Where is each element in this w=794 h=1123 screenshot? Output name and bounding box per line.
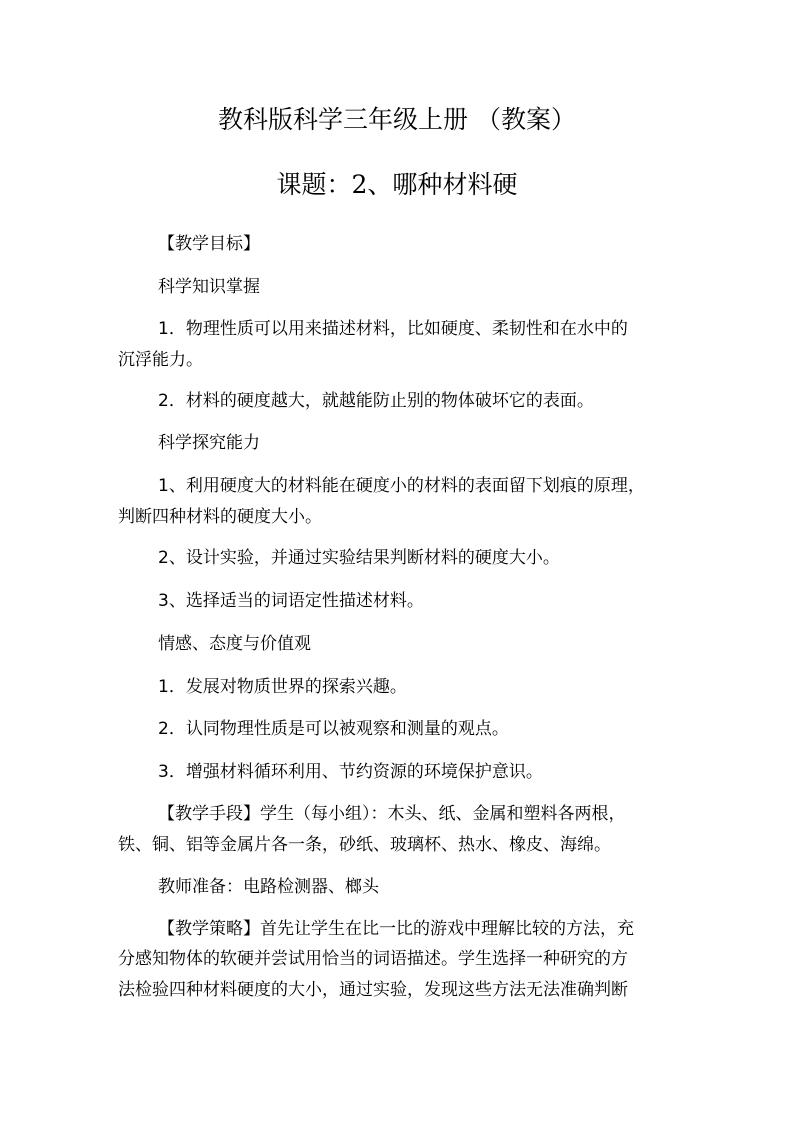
goals-heading: 【教学目标】 — [158, 234, 260, 254]
inquiry-item-1-line-2: 判断四种材料的硬度大小。 — [118, 507, 322, 527]
means-line-1: 【教学手段】学生（每小组）：木头、纸、金属和塑料各两根， — [158, 804, 626, 824]
knowledge-item-1-line-1: 1．物理性质可以用来描述材料，比如硬度、柔韧性和在水中的 — [158, 319, 628, 339]
knowledge-heading: 科学知识掌握 — [158, 277, 260, 297]
strategy-line-1: 【教学策略】首先让学生在比一比的游戏中理解比较的方法，充 — [158, 919, 634, 939]
teacher-prep: 教师准备：电路检测器、榔头 — [158, 877, 379, 897]
attitude-heading: 情感、态度与价值观 — [158, 634, 311, 654]
inquiry-item-3: 3、选择适当的词语定性描述材料。 — [158, 591, 424, 611]
lesson-title: 课题：2、哪种材料硬 — [276, 170, 518, 199]
inquiry-item-1-line-1: 1、利用硬度大的材料能在硬度小的材料的表面留下划痕的原理， — [158, 476, 645, 496]
inquiry-heading: 科学探究能力 — [158, 433, 260, 453]
strategy-line-2: 分感知物体的软硬并尝试用恰当的词语描述。学生选择一种研究的方 — [118, 949, 628, 969]
attitude-item-1: 1．发展对物质世界的探索兴趣。 — [158, 677, 407, 697]
strategy-line-3: 法检验四种材料硬度的大小，通过实验，发现这些方法无法准确判断 — [118, 980, 628, 1000]
attitude-item-2: 2．认同物理性质是可以被观察和测量的观点。 — [158, 719, 509, 739]
document-title: 教科版科学三年级上册 （教案） — [218, 105, 576, 134]
knowledge-item-2: 2．材料的硬度越大，就越能防止别的物体破坏它的表面。 — [158, 391, 594, 411]
attitude-item-3: 3．增强材料循环利用、节约资源的环境保护意识。 — [158, 762, 543, 782]
knowledge-item-1-line-2: 沉浮能力。 — [118, 350, 203, 370]
inquiry-item-2: 2、设计实验，并通过实验结果判断材料的硬度大小。 — [158, 548, 560, 568]
means-line-2: 铁、铜、铝等金属片各一条，砂纸、玻璃杯、热水、橡皮、海绵。 — [118, 835, 611, 855]
